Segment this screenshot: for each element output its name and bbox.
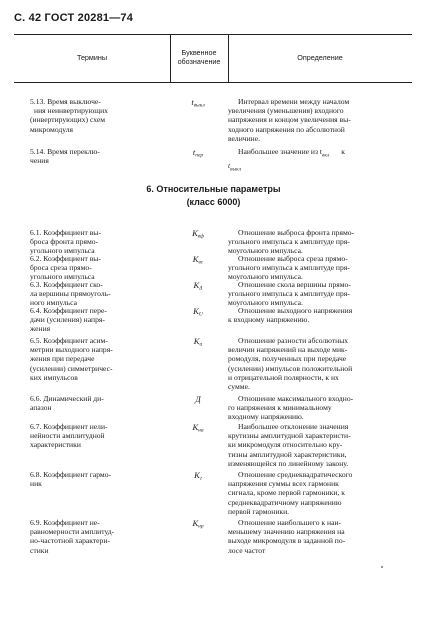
term-line: апазон xyxy=(30,403,52,413)
definition-line: Отношение выброса среза прямо- xyxy=(238,254,348,263)
term-5-13 xyxy=(30,97,180,134)
symbol-sub: вф xyxy=(197,233,204,240)
definition-line: первой гармоники. xyxy=(228,506,290,516)
symbol-sub: на xyxy=(198,427,204,434)
symbol-base: K xyxy=(192,422,199,432)
symbol-base: t xyxy=(191,97,194,107)
definition-line: тизны амплитудной характеристики, xyxy=(228,449,347,459)
term-6-6 xyxy=(30,394,180,412)
term-6-2 xyxy=(30,254,180,282)
definition-line: крутизны амплитудной характеристи- xyxy=(228,431,351,441)
symbol-sub: а xyxy=(199,341,203,348)
definition-line: Отношение выброса фронта прямо- xyxy=(238,228,355,237)
symbol-6-6 xyxy=(174,394,222,408)
definition-6-4 xyxy=(228,306,414,324)
term-line: 5.14. Время переклю- xyxy=(30,147,100,156)
definition-line: моугольного импульса. xyxy=(228,298,303,308)
term-line: 6.7. Коэффициент нели- xyxy=(30,422,108,431)
definition-5-13 xyxy=(228,97,414,143)
symbol-6-5 xyxy=(174,336,222,350)
definition-line: Отношение максимального входно- xyxy=(238,394,354,403)
symbol-6-2 xyxy=(174,254,222,268)
definition-line: ходного напряжения по абсолютной xyxy=(228,124,345,134)
symbol-base: K xyxy=(193,306,199,316)
definition-line: к входному напряжению. xyxy=(228,315,310,325)
term-line: (усилении) симметричес- xyxy=(30,363,113,373)
term-line: нейности амплитудной xyxy=(30,431,105,441)
definition-6-5 xyxy=(228,336,414,391)
symbol-5-14 xyxy=(174,147,222,161)
definition-line: Интервал времени между началом xyxy=(238,97,350,106)
symbol-base: Д xyxy=(195,394,201,404)
scan-speck xyxy=(381,566,383,568)
term-line: ния неинвертирующих xyxy=(34,106,108,116)
symbol-base: K xyxy=(193,280,200,290)
inline-sub: вкл xyxy=(322,152,330,159)
definition-line xyxy=(228,161,414,175)
term-line: 5.13. Время выключе- xyxy=(30,97,101,106)
definition-line xyxy=(228,147,414,161)
col-header-terms: Термины xyxy=(76,53,108,62)
term-line: (инвертирующих) схем xyxy=(30,115,106,125)
symbol-base: K xyxy=(192,254,199,264)
definition-line: Отношение наибольшего к наи- xyxy=(238,518,342,527)
term-line: метрии выходного напря- xyxy=(30,345,113,355)
symbol-6-8 xyxy=(174,470,222,484)
term-line: 6.6. Динамический ди- xyxy=(30,394,104,403)
symbol-6-1 xyxy=(174,228,222,242)
definition-line: угольного импульса к амплитуде пря- xyxy=(228,237,350,247)
symbol-base: K xyxy=(193,336,200,346)
term-6-1 xyxy=(30,228,180,256)
definition-6-7 xyxy=(228,422,414,468)
col-header-definition: Определение xyxy=(297,53,343,62)
definition-line: (усилении) импульсов положительной xyxy=(228,363,353,373)
symbol-base: K xyxy=(194,470,200,480)
definition-line: и отрицательной полярности, к их xyxy=(228,372,339,382)
definition-line: среднеквадратичному напряжению xyxy=(228,497,342,507)
symbol-sub: г xyxy=(199,475,202,482)
term-line: 6.2. Коэффициент вы- xyxy=(30,254,101,263)
definition-line: моугольного импульса. xyxy=(228,246,303,256)
term-6-4 xyxy=(30,306,180,334)
definition-line: угольного импульса к амплитуде пря- xyxy=(228,289,350,299)
definition-line: Отношение скола вершины прямо- xyxy=(238,280,351,289)
col-header-symbol xyxy=(170,49,228,66)
symbol-sub: выкл xyxy=(193,102,205,109)
definition-6-2 xyxy=(228,254,414,282)
definition-line: го напряжения к минимальному xyxy=(228,403,332,413)
definition-6-1 xyxy=(228,228,414,256)
symbol-6-4 xyxy=(174,306,222,320)
term-line: угольного импульса xyxy=(30,272,95,282)
term-line: жения при передаче xyxy=(30,354,95,364)
term-line: микромодуля xyxy=(30,124,73,134)
symbol-sub: вс xyxy=(198,259,204,266)
term-line: броса среза прямо- xyxy=(30,263,92,273)
term-6-8 xyxy=(30,470,180,488)
definition-line: ки микромодуля относительно кру- xyxy=(228,440,343,450)
definition-line: моугольного импульса. xyxy=(228,272,303,282)
definition-6-3 xyxy=(228,280,414,308)
definition-6-9 xyxy=(228,518,414,555)
definition-line: напряжения и концом увеличения вы- xyxy=(228,115,351,125)
symbol-base: t xyxy=(192,147,196,157)
definition-line: Отношение выходного напряжения xyxy=(238,306,353,315)
definition-line: величине. xyxy=(228,133,260,143)
definition-text: Наибольшее значение из t xyxy=(238,147,323,156)
definition-6-8 xyxy=(228,470,414,516)
col-header-symbol-line1: Буквенное xyxy=(181,48,217,57)
symbol-sub: нр xyxy=(198,523,204,530)
definition-line: сигнала, кроме первой гармоники, к xyxy=(228,488,345,498)
term-line: стики xyxy=(30,545,49,555)
symbol-sub: Δ xyxy=(199,285,203,292)
term-line: 6.4. Коэффициент пере- xyxy=(30,306,107,315)
term-6-3 xyxy=(30,280,180,308)
symbol-sub: U xyxy=(198,311,203,318)
term-line: ких импульсов xyxy=(30,372,78,382)
term-line: дачи (усиления) напря- xyxy=(30,315,105,325)
definition-line: величин напряжений на выходе мик- xyxy=(228,345,348,355)
term-line: ного импульса xyxy=(30,298,77,308)
term-6-5 xyxy=(30,336,180,382)
definition-line: увеличения (уменьшения) входного xyxy=(228,106,344,116)
definition-line: ромодуля, полученных при передаче xyxy=(228,354,347,364)
symbol-base: K xyxy=(192,228,198,238)
term-5-14 xyxy=(30,147,180,165)
inline-sub: выкл xyxy=(230,166,242,173)
term-line: но-частотной характери- xyxy=(30,536,110,546)
definition-line: сумме. xyxy=(228,382,250,392)
symbol-5-13 xyxy=(174,97,222,111)
symbol-base: K xyxy=(192,518,199,528)
col-header-symbol-line2: обозначение xyxy=(177,56,221,66)
term-line: равномерности амплитуд- xyxy=(30,527,115,537)
definition-text: к xyxy=(341,147,345,156)
table-header-rule xyxy=(14,82,412,83)
definition-line: выходе микромодуля в заданной по- xyxy=(228,536,346,546)
term-line: ла вершины прямоуголь- xyxy=(30,289,111,299)
table-top-rule xyxy=(14,34,412,35)
symbol-6-3 xyxy=(174,280,222,294)
term-line: 6.3. Коэффициент ско- xyxy=(30,280,103,289)
definition-line: угольного импульса к амплитуде пря- xyxy=(228,263,350,273)
term-6-7 xyxy=(30,422,180,450)
definition-line: изменяющейся по линейному закону. xyxy=(228,458,349,468)
definition-line: Отношение среднеквадратического xyxy=(238,470,353,479)
term-line: 6.9. Коэффициент не- xyxy=(30,518,100,527)
section-subtitle: (класс 6000) xyxy=(186,197,241,207)
definition-line: напряжения суммы всех гармоник xyxy=(228,479,339,489)
page-header: С. 42 ГОСТ 20281—74 xyxy=(14,12,134,24)
term-line: чения xyxy=(30,156,49,166)
definition-line: меньшему значению напряжения на xyxy=(228,527,345,537)
term-line: 6.8. Коэффициент гармо- xyxy=(30,470,112,479)
definition-6-6 xyxy=(228,394,414,422)
term-line: жения xyxy=(30,324,51,334)
definition-line: Отношение разности абсолютных xyxy=(238,336,349,345)
definition-line: Наибольшее отклонение значения xyxy=(238,422,349,431)
term-6-9 xyxy=(30,518,180,555)
term-line: 6.5. Коэффициент асим- xyxy=(30,336,108,345)
table-header xyxy=(14,34,412,84)
term-line: угольного импульса xyxy=(30,246,95,256)
symbol-sub: пер xyxy=(195,152,204,159)
definition-line: входному напряжению. xyxy=(228,412,304,422)
term-line: броса фронта прямо- xyxy=(30,237,99,247)
symbol-6-7 xyxy=(174,422,222,436)
term-line: ник xyxy=(30,479,42,489)
definition-text: t xyxy=(228,160,231,170)
term-line: 6.1. Коэффициент вы- xyxy=(30,228,101,237)
symbol-6-9 xyxy=(174,518,222,532)
definition-line: лосе частот xyxy=(228,545,266,555)
definition-5-14 xyxy=(228,147,414,174)
section-title: 6. Относительные параметры xyxy=(146,184,281,194)
term-line: характеристики xyxy=(30,440,81,450)
